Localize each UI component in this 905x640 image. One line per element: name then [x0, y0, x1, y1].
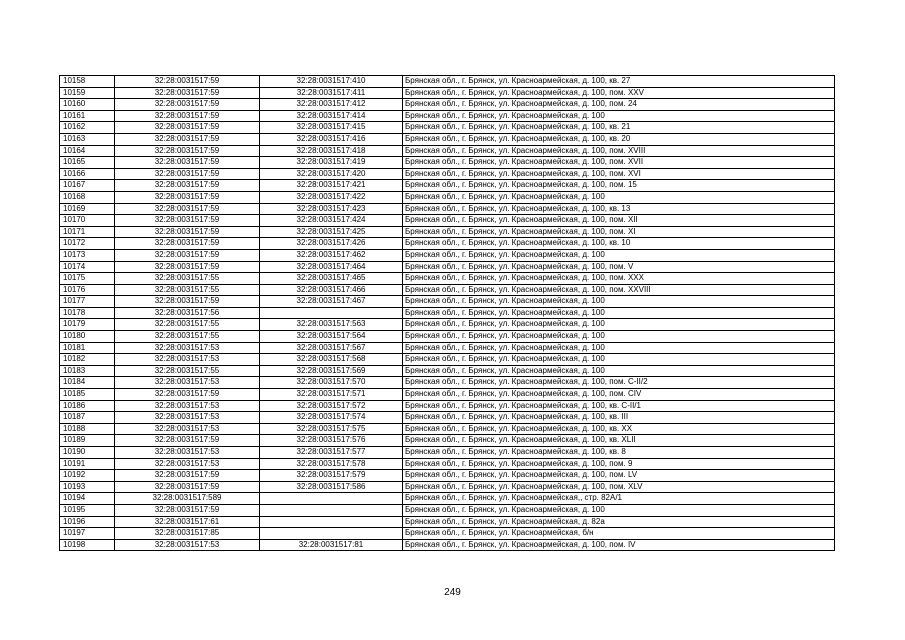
- address-cell: Брянская обл., г. Брянск, ул. Красноармейская, д. 100, пом. 15: [403, 180, 835, 192]
- cadastral-number-cell: 32:28:0031517:56: [115, 307, 260, 319]
- object-cadastral-number-cell: 32:28:0031517:414: [260, 110, 403, 122]
- object-cadastral-number-cell: 32:28:0031517:571: [260, 389, 403, 401]
- object-cadastral-number-cell: 32:28:0031517:465: [260, 273, 403, 285]
- object-cadastral-number-cell: 32:28:0031517:418: [260, 145, 403, 157]
- table-row: [60, 76, 835, 88]
- object-cadastral-number-cell: 32:28:0031517:464: [260, 261, 403, 273]
- row-number-cell: 10158: [60, 76, 115, 88]
- row-number-cell: 10159: [60, 87, 115, 99]
- row-number-cell: 10190: [60, 447, 115, 459]
- row-number-cell: 10162: [60, 122, 115, 134]
- row-number-cell: 10177: [60, 296, 115, 308]
- object-cadastral-number-cell: 32:28:0031517:568: [260, 354, 403, 366]
- table-row: [60, 261, 835, 273]
- row-number-cell: 10193: [60, 481, 115, 493]
- cadastral-number-cell: 32:28:0031517:55: [115, 273, 260, 285]
- address-cell: Брянская обл., г. Брянск, ул. Красноармейская, д. 100, пом. 24: [403, 99, 835, 111]
- address-cell: Брянская обл., г. Брянск, ул. Красноармейская, д. 100, пом. 9: [403, 458, 835, 470]
- table-row: [60, 342, 835, 354]
- table-row: [60, 87, 835, 99]
- address-cell: Брянская обл., г. Брянск, ул. Красноармейская, д. 100: [403, 110, 835, 122]
- object-cadastral-number-cell: 32:28:0031517:576: [260, 435, 403, 447]
- address-cell: Брянская обл., г. Брянск, ул. Красноармейская, д. 100, кв. С-II/1: [403, 400, 835, 412]
- row-number-cell: 10198: [60, 539, 115, 551]
- cadastral-number-cell: 32:28:0031517:59: [115, 157, 260, 169]
- cadastral-number-cell: 32:28:0031517:53: [115, 400, 260, 412]
- table-row: [60, 447, 835, 459]
- table-row: [60, 354, 835, 366]
- table-row: [60, 412, 835, 424]
- cadastral-number-cell: 32:28:0031517:59: [115, 145, 260, 157]
- address-cell: Брянская обл., г. Брянск, ул. Красноармейская, д. 100: [403, 342, 835, 354]
- row-number-cell: 10173: [60, 249, 115, 261]
- object-cadastral-number-cell: 32:28:0031517:416: [260, 133, 403, 145]
- cadastral-number-cell: 32:28:0031517:55: [115, 331, 260, 343]
- address-cell: Брянская обл., г. Брянск, ул. Красноармейская, б/н: [403, 528, 835, 540]
- object-cadastral-number-cell: 32:28:0031517:412: [260, 99, 403, 111]
- address-cell: Брянская обл., г. Брянск, ул. Красноармейская, д. 100, пом. XLV: [403, 481, 835, 493]
- object-cadastral-number-cell: 32:28:0031517:415: [260, 122, 403, 134]
- address-cell: Брянская обл., г. Брянск, ул. Красноармейская, д. 100, пом. С-II/2: [403, 377, 835, 389]
- cadastral-number-cell: 32:28:0031517:53: [115, 342, 260, 354]
- table-row: [60, 389, 835, 401]
- cadastral-number-cell: 32:28:0031517:59: [115, 296, 260, 308]
- row-number-cell: 10197: [60, 528, 115, 540]
- row-number-cell: 10166: [60, 168, 115, 180]
- address-cell: Брянская обл., г. Брянск, ул. Красноармейская, д. 100, кв. 8: [403, 447, 835, 459]
- row-number-cell: 10169: [60, 203, 115, 215]
- table-row: [60, 435, 835, 447]
- table-row: [60, 331, 835, 343]
- table-row: [60, 238, 835, 250]
- row-number-cell: 10176: [60, 284, 115, 296]
- address-cell: Брянская обл., г. Брянск, ул. Красноармейская, д. 100, кв. XLII: [403, 435, 835, 447]
- table-row: [60, 516, 835, 528]
- row-number-cell: 10175: [60, 273, 115, 285]
- row-number-cell: 10165: [60, 157, 115, 169]
- table-row: [60, 400, 835, 412]
- address-cell: Брянская обл., г. Брянск, ул. Красноармейская, д. 100, пом. CIV: [403, 389, 835, 401]
- row-number-cell: 10181: [60, 342, 115, 354]
- row-number-cell: 10174: [60, 261, 115, 273]
- object-cadastral-number-cell: 32:28:0031517:578: [260, 458, 403, 470]
- cadastral-number-cell: 32:28:0031517:59: [115, 481, 260, 493]
- page-number: 249: [444, 587, 461, 598]
- cadastral-number-cell: 32:28:0031517:85: [115, 528, 260, 540]
- table-row: [60, 365, 835, 377]
- row-number-cell: 10161: [60, 110, 115, 122]
- object-cadastral-number-cell: 32:28:0031517:567: [260, 342, 403, 354]
- address-cell: Брянская обл., г. Брянск, ул. Красноармейская, д. 100, кв. III: [403, 412, 835, 424]
- cadastral-number-cell: 32:28:0031517:59: [115, 203, 260, 215]
- cadastral-number-cell: 32:28:0031517:59: [115, 215, 260, 227]
- address-cell: Брянская обл., г. Брянск, ул. Красноармейская, д. 100: [403, 319, 835, 331]
- row-number-cell: 10179: [60, 319, 115, 331]
- table-row: [60, 99, 835, 111]
- row-number-cell: 10167: [60, 180, 115, 192]
- cadastral-number-cell: 32:28:0031517:589: [115, 493, 260, 505]
- registry-table: [59, 75, 835, 551]
- row-number-cell: 10182: [60, 354, 115, 366]
- table-row: [60, 249, 835, 261]
- table-row: [60, 157, 835, 169]
- table-row: [60, 458, 835, 470]
- row-number-cell: 10195: [60, 504, 115, 516]
- row-number-cell: 10192: [60, 470, 115, 482]
- address-cell: Брянская обл., г. Брянск, ул. Красноармейская, д. 100, пом. XXVIII: [403, 284, 835, 296]
- table-row: [60, 191, 835, 203]
- address-cell: Брянская обл., г. Брянск, ул. Красноармейская, д. 100: [403, 504, 835, 516]
- object-cadastral-number-cell: 32:28:0031517:419: [260, 157, 403, 169]
- row-number-cell: 10170: [60, 215, 115, 227]
- row-number-cell: 10180: [60, 331, 115, 343]
- object-cadastral-number-cell: 32:28:0031517:570: [260, 377, 403, 389]
- cadastral-number-cell: 32:28:0031517:59: [115, 191, 260, 203]
- cadastral-number-cell: 32:28:0031517:59: [115, 249, 260, 261]
- cadastral-number-cell: 32:28:0031517:59: [115, 238, 260, 250]
- address-cell: Брянская обл., г. Брянск, ул. Красноармейская, д. 100, кв. XX: [403, 423, 835, 435]
- object-cadastral-number-cell: 32:28:0031517:410: [260, 76, 403, 88]
- table-row: [60, 307, 835, 319]
- cadastral-number-cell: 32:28:0031517:59: [115, 99, 260, 111]
- cadastral-number-cell: 32:28:0031517:53: [115, 423, 260, 435]
- table-row: [60, 423, 835, 435]
- row-number-cell: 10189: [60, 435, 115, 447]
- address-cell: Брянская обл., г. Брянск, ул. Красноармейская, д. 100, пом. XXV: [403, 87, 835, 99]
- object-cadastral-number-cell: [260, 516, 403, 528]
- row-number-cell: 10194: [60, 493, 115, 505]
- object-cadastral-number-cell: 32:28:0031517:466: [260, 284, 403, 296]
- address-cell: Брянская обл., г. Брянск, ул. Красноармейская, д. 100: [403, 191, 835, 203]
- table-row: [60, 539, 835, 551]
- row-number-cell: 10187: [60, 412, 115, 424]
- address-cell: Брянская обл., г. Брянск, ул. Красноармейская,, стр. 82А/1: [403, 493, 835, 505]
- table-row: [60, 470, 835, 482]
- object-cadastral-number-cell: [260, 504, 403, 516]
- address-cell: Брянская обл., г. Брянск, ул. Красноармейская, д. 100, пом. LV: [403, 470, 835, 482]
- cadastral-number-cell: 32:28:0031517:59: [115, 168, 260, 180]
- row-number-cell: 10185: [60, 389, 115, 401]
- object-cadastral-number-cell: 32:28:0031517:579: [260, 470, 403, 482]
- table-row: [60, 122, 835, 134]
- table-row: [60, 284, 835, 296]
- address-cell: Брянская обл., г. Брянск, ул. Красноармейская, д. 100, кв. 13: [403, 203, 835, 215]
- address-cell: Брянская обл., г. Брянск, ул. Красноармейская, д. 100, пом. XII: [403, 215, 835, 227]
- cadastral-number-cell: 32:28:0031517:53: [115, 377, 260, 389]
- address-cell: Брянская обл., г. Брянск, ул. Красноармейская, д. 100, пом. XI: [403, 226, 835, 238]
- cadastral-number-cell: 32:28:0031517:59: [115, 122, 260, 134]
- object-cadastral-number-cell: 32:28:0031517:586: [260, 481, 403, 493]
- row-number-cell: 10164: [60, 145, 115, 157]
- table-row: [60, 481, 835, 493]
- row-number-cell: 10172: [60, 238, 115, 250]
- table-row: [60, 226, 835, 238]
- row-number-cell: 10171: [60, 226, 115, 238]
- table-row: [60, 203, 835, 215]
- table-row: [60, 377, 835, 389]
- object-cadastral-number-cell: 32:28:0031517:563: [260, 319, 403, 331]
- row-number-cell: 10168: [60, 191, 115, 203]
- row-number-cell: 10196: [60, 516, 115, 528]
- cadastral-number-cell: 32:28:0031517:59: [115, 87, 260, 99]
- object-cadastral-number-cell: 32:28:0031517:420: [260, 168, 403, 180]
- object-cadastral-number-cell: 32:28:0031517:422: [260, 191, 403, 203]
- table-row: [60, 504, 835, 516]
- address-cell: Брянская обл., г. Брянск, ул. Красноармейская, д. 100, кв. 20: [403, 133, 835, 145]
- cadastral-number-cell: 32:28:0031517:59: [115, 470, 260, 482]
- object-cadastral-number-cell: 32:28:0031517:411: [260, 87, 403, 99]
- object-cadastral-number-cell: 32:28:0031517:572: [260, 400, 403, 412]
- address-cell: Брянская обл., г. Брянск, ул. Красноармейская, д. 100, кв. 10: [403, 238, 835, 250]
- address-cell: Брянская обл., г. Брянск, ул. Красноармейская, д. 100, пом. XVI: [403, 168, 835, 180]
- cadastral-number-cell: 32:28:0031517:53: [115, 539, 260, 551]
- table-row: [60, 180, 835, 192]
- object-cadastral-number-cell: [260, 307, 403, 319]
- cadastral-number-cell: 32:28:0031517:59: [115, 180, 260, 192]
- table-row: [60, 319, 835, 331]
- cadastral-number-cell: 32:28:0031517:59: [115, 110, 260, 122]
- cadastral-number-cell: 32:28:0031517:59: [115, 261, 260, 273]
- address-cell: Брянская обл., г. Брянск, ул. Красноармейская, д. 100, пом. XXX: [403, 273, 835, 285]
- cadastral-number-cell: 32:28:0031517:53: [115, 354, 260, 366]
- address-cell: Брянская обл., г. Брянск, ул. Красноармейская, д. 100: [403, 249, 835, 261]
- address-cell: Брянская обл., г. Брянск, ул. Красноармейская, д. 100, пом. V: [403, 261, 835, 273]
- address-cell: Брянская обл., г. Брянск, ул. Красноармейская, д. 100: [403, 307, 835, 319]
- row-number-cell: 10191: [60, 458, 115, 470]
- object-cadastral-number-cell: 32:28:0031517:462: [260, 249, 403, 261]
- address-cell: Брянская обл., г. Брянск, ул. Красноармейская, д. 100: [403, 365, 835, 377]
- row-number-cell: 10186: [60, 400, 115, 412]
- table-row: [60, 145, 835, 157]
- cadastral-number-cell: 32:28:0031517:55: [115, 319, 260, 331]
- cadastral-number-cell: 32:28:0031517:59: [115, 76, 260, 88]
- cadastral-number-cell: 32:28:0031517:53: [115, 412, 260, 424]
- object-cadastral-number-cell: 32:28:0031517:467: [260, 296, 403, 308]
- cadastral-number-cell: 32:28:0031517:59: [115, 389, 260, 401]
- cadastral-number-cell: 32:28:0031517:53: [115, 458, 260, 470]
- object-cadastral-number-cell: 32:28:0031517:421: [260, 180, 403, 192]
- cadastral-number-cell: 32:28:0031517:55: [115, 284, 260, 296]
- row-number-cell: 10163: [60, 133, 115, 145]
- object-cadastral-number-cell: 32:28:0031517:569: [260, 365, 403, 377]
- address-cell: Брянская обл., г. Брянск, ул. Красноармейская, д. 100, пом. XVII: [403, 157, 835, 169]
- object-cadastral-number-cell: 32:28:0031517:574: [260, 412, 403, 424]
- object-cadastral-number-cell: 32:28:0031517:426: [260, 238, 403, 250]
- object-cadastral-number-cell: 32:28:0031517:577: [260, 447, 403, 459]
- table-row: [60, 215, 835, 227]
- table-row: [60, 273, 835, 285]
- object-cadastral-number-cell: 32:28:0031517:425: [260, 226, 403, 238]
- cadastral-number-cell: 32:28:0031517:59: [115, 226, 260, 238]
- table-row: [60, 133, 835, 145]
- table-row: [60, 493, 835, 505]
- object-cadastral-number-cell: [260, 493, 403, 505]
- object-cadastral-number-cell: 32:28:0031517:423: [260, 203, 403, 215]
- cadastral-number-cell: 32:28:0031517:61: [115, 516, 260, 528]
- address-cell: Брянская обл., г. Брянск, ул. Красноармейская, д. 100: [403, 354, 835, 366]
- row-number-cell: 10183: [60, 365, 115, 377]
- row-number-cell: 10160: [60, 99, 115, 111]
- cadastral-number-cell: 32:28:0031517:59: [115, 133, 260, 145]
- row-number-cell: 10178: [60, 307, 115, 319]
- table-row: [60, 168, 835, 180]
- address-cell: Брянская обл., г. Брянск, ул. Красноармейская, д. 82а: [403, 516, 835, 528]
- cadastral-number-cell: 32:28:0031517:59: [115, 435, 260, 447]
- address-cell: Брянская обл., г. Брянск, ул. Красноармейская, д. 100, кв. 21: [403, 122, 835, 134]
- address-cell: Брянская обл., г. Брянск, ул. Красноармейская, д. 100: [403, 331, 835, 343]
- cadastral-number-cell: 32:28:0031517:59: [115, 504, 260, 516]
- table-row: [60, 110, 835, 122]
- row-number-cell: 10188: [60, 423, 115, 435]
- object-cadastral-number-cell: 32:28:0031517:575: [260, 423, 403, 435]
- object-cadastral-number-cell: 32:28:0031517:424: [260, 215, 403, 227]
- address-cell: Брянская обл., г. Брянск, ул. Красноармейская, д. 100, пом. XVIII: [403, 145, 835, 157]
- row-number-cell: 10184: [60, 377, 115, 389]
- address-cell: Брянская обл., г. Брянск, ул. Красноармейская, д. 100: [403, 296, 835, 308]
- object-cadastral-number-cell: 32:28:0031517:564: [260, 331, 403, 343]
- object-cadastral-number-cell: [260, 528, 403, 540]
- cadastral-number-cell: 32:28:0031517:55: [115, 365, 260, 377]
- table-row: [60, 528, 835, 540]
- table-row: [60, 296, 835, 308]
- address-cell: Брянская обл., г. Брянск, ул. Красноармейская, д. 100, кв. 27: [403, 76, 835, 88]
- cadastral-number-cell: 32:28:0031517:53: [115, 447, 260, 459]
- registry-table-body: [60, 76, 835, 551]
- object-cadastral-number-cell: 32:28:0031517:81: [260, 539, 403, 551]
- address-cell: Брянская обл., г. Брянск, ул. Красноармейская, д. 100, пом. IV: [403, 539, 835, 551]
